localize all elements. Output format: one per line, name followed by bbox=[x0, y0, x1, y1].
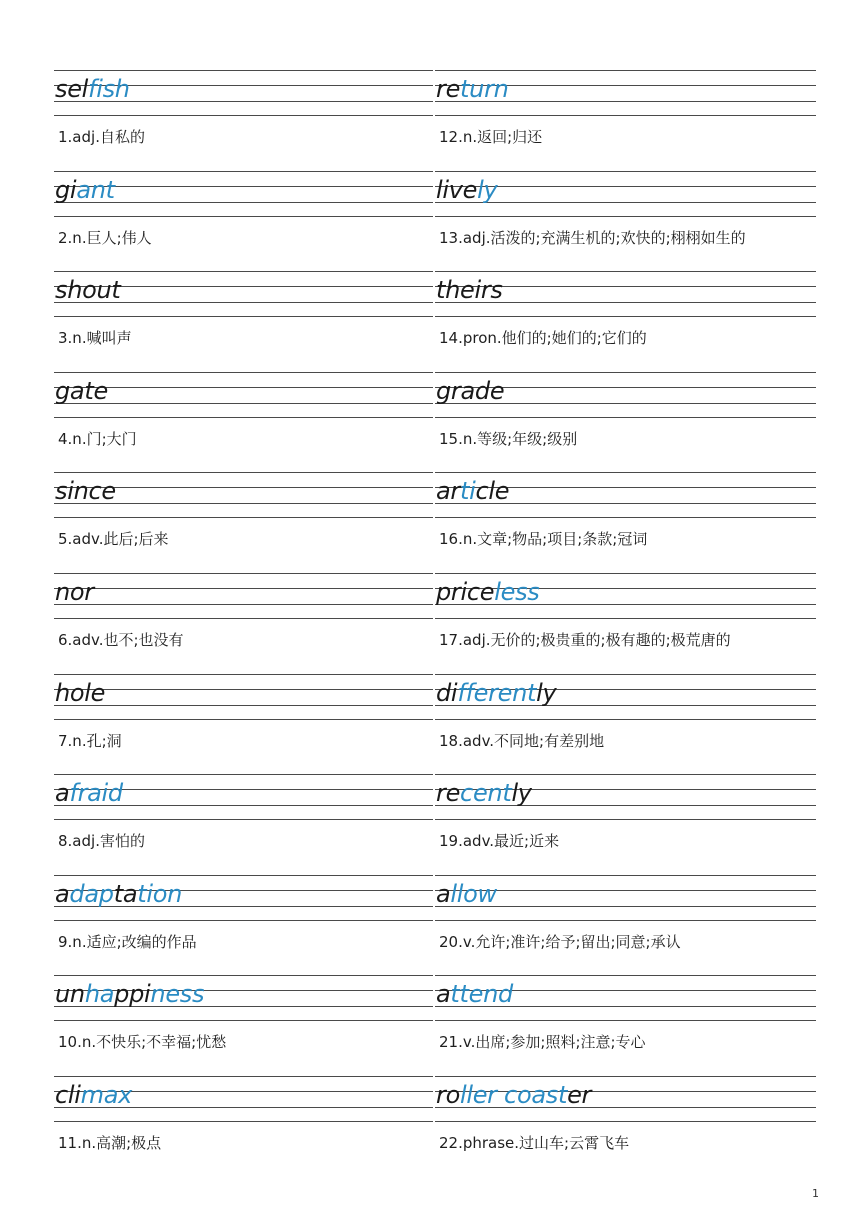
guide-line bbox=[435, 1076, 816, 1077]
vocab-word bbox=[55, 74, 130, 104]
vocab-word bbox=[436, 577, 539, 607]
guide-line bbox=[54, 171, 433, 172]
guide-line bbox=[54, 705, 433, 706]
guide-line bbox=[435, 70, 816, 71]
guide-line bbox=[54, 1020, 433, 1021]
word-part: ta bbox=[113, 879, 138, 908]
vocab-entry bbox=[435, 573, 816, 674]
vocab-entry bbox=[435, 674, 816, 775]
vocab-meaning: 13.adj.活泼的;充满生机的;欢快的;栩栩如生的 bbox=[439, 228, 746, 247]
vocab-entry bbox=[54, 573, 433, 674]
word-part: since bbox=[55, 477, 116, 506]
word-part: un bbox=[55, 980, 85, 1009]
word-part: live bbox=[436, 175, 478, 204]
guide-line bbox=[54, 403, 433, 404]
word-part: ar bbox=[436, 477, 460, 506]
vocab-entry bbox=[54, 975, 433, 1076]
vocab-word bbox=[55, 175, 115, 205]
guide-line bbox=[435, 618, 816, 619]
vocab-meaning: 6.adv.也不;也没有 bbox=[58, 631, 184, 649]
word-part-highlighted: ha bbox=[84, 980, 115, 1009]
vocab-entry bbox=[54, 271, 433, 372]
word-part: ro bbox=[436, 1081, 460, 1109]
guide-line bbox=[54, 1076, 433, 1077]
left-column bbox=[54, 0, 433, 1227]
guide-line bbox=[435, 115, 816, 116]
word-part: a bbox=[55, 779, 70, 808]
vocab-entry bbox=[435, 372, 816, 473]
vocab-meaning: 17.adj.无价的;极贵重的;极有趣的;极荒唐的 bbox=[439, 631, 731, 649]
guide-line bbox=[435, 875, 816, 876]
guide-line bbox=[435, 719, 816, 720]
vocab-meaning: 9.n.适应;改编的作品 bbox=[58, 932, 197, 951]
vocab-meaning: 22.phrase.过山车;云霄飞车 bbox=[439, 1134, 630, 1152]
vocab-word bbox=[436, 175, 497, 205]
vocab-entry bbox=[435, 171, 816, 272]
vocab-word bbox=[436, 879, 497, 909]
guide-line bbox=[435, 472, 816, 473]
vocab-meaning: 21.v.出席;参加;照料;注意;专心 bbox=[439, 1033, 646, 1052]
vocab-word bbox=[436, 74, 509, 104]
word-part: theirs bbox=[436, 276, 503, 305]
word-part: ppi bbox=[114, 980, 151, 1009]
vocab-word bbox=[55, 979, 204, 1009]
vocab-entry bbox=[435, 472, 816, 573]
guide-line bbox=[54, 517, 433, 518]
guide-line bbox=[54, 271, 433, 272]
guide-line bbox=[435, 774, 816, 775]
word-part: cle bbox=[475, 477, 510, 506]
vocab-meaning: 18.adv.不同地;有差别地 bbox=[439, 731, 605, 750]
guide-line bbox=[435, 517, 816, 518]
vocab-entry bbox=[435, 774, 816, 875]
word-part: a bbox=[436, 980, 451, 1009]
guide-line bbox=[435, 674, 816, 675]
word-part-highlighted: llow bbox=[450, 879, 497, 908]
vocab-meaning: 16.n.文章;物品;项目;条款;冠词 bbox=[439, 530, 648, 549]
vocab-entry bbox=[54, 774, 433, 875]
guide-line bbox=[435, 975, 816, 976]
guide-line bbox=[54, 417, 433, 418]
word-part-highlighted: dap bbox=[69, 879, 114, 908]
vocab-entry bbox=[435, 975, 816, 1076]
word-part-highlighted: max bbox=[80, 1081, 133, 1109]
word-part-highlighted: ness bbox=[150, 980, 205, 1009]
word-part: shout bbox=[55, 276, 121, 305]
vocab-entry bbox=[54, 1076, 433, 1177]
vocab-meaning: 20.v.允许;准许;给予;留出;同意;承认 bbox=[439, 932, 681, 951]
word-part: ly bbox=[536, 678, 557, 707]
guide-line bbox=[54, 70, 433, 71]
vocab-word bbox=[55, 577, 94, 607]
vocab-meaning: 11.n.高潮;极点 bbox=[58, 1134, 162, 1152]
word-part-highlighted: ller coast bbox=[459, 1081, 568, 1109]
word-part-highlighted: fferent bbox=[457, 678, 537, 707]
guide-line bbox=[54, 115, 433, 116]
guide-line bbox=[435, 819, 816, 820]
vocab-entry bbox=[435, 271, 816, 372]
word-part-highlighted: cent bbox=[460, 779, 512, 808]
vocab-word bbox=[55, 476, 116, 506]
word-part-highlighted: turn bbox=[460, 75, 509, 103]
vocab-entry bbox=[435, 70, 816, 171]
vocab-word bbox=[55, 879, 182, 909]
guide-line bbox=[54, 372, 433, 373]
vocab-word bbox=[436, 275, 503, 305]
guide-line bbox=[54, 573, 433, 574]
vocab-entry bbox=[54, 472, 433, 573]
vocab-word bbox=[55, 376, 108, 406]
word-part-highlighted: less bbox=[494, 578, 540, 606]
word-part-highlighted: ti bbox=[459, 477, 476, 506]
vocab-entry bbox=[54, 674, 433, 775]
guide-line bbox=[54, 604, 433, 605]
vocab-meaning: 12.n.返回;归还 bbox=[439, 128, 543, 146]
vocab-entry bbox=[435, 875, 816, 976]
vocab-meaning: 8.adj.害怕的 bbox=[58, 832, 145, 851]
guide-line bbox=[435, 171, 816, 172]
vocab-word bbox=[55, 678, 105, 708]
guide-line bbox=[54, 975, 433, 976]
word-part: gi bbox=[55, 175, 77, 204]
guide-line bbox=[54, 588, 433, 589]
vocab-meaning: 19.adv.最近;近来 bbox=[439, 832, 560, 851]
word-part-highlighted: ly bbox=[477, 175, 498, 204]
vocab-meaning: 5.adv.此后;后来 bbox=[58, 530, 169, 549]
word-part: ly bbox=[511, 779, 532, 808]
word-part: cli bbox=[55, 1081, 81, 1109]
guide-line bbox=[54, 618, 433, 619]
guide-line bbox=[435, 417, 816, 418]
vocab-meaning: 4.n.门;大门 bbox=[58, 429, 137, 448]
guide-line bbox=[54, 774, 433, 775]
vocab-meaning: 10.n.不快乐;不幸福;忧愁 bbox=[58, 1033, 227, 1052]
word-part: price bbox=[436, 578, 495, 606]
vocab-word bbox=[436, 778, 532, 808]
vocab-meaning: 14.pron.他们的;她们的;它们的 bbox=[439, 329, 647, 348]
vocab-word bbox=[436, 678, 556, 708]
word-part: grade bbox=[436, 376, 505, 405]
guide-line bbox=[54, 216, 433, 217]
guide-line bbox=[54, 472, 433, 473]
page-number: 1 bbox=[812, 1187, 819, 1200]
vocab-word bbox=[55, 275, 121, 305]
word-part-highlighted: ttend bbox=[450, 980, 513, 1009]
vocab-meaning: 7.n.孔;洞 bbox=[58, 731, 122, 750]
guide-line bbox=[54, 674, 433, 675]
vocab-word bbox=[436, 376, 504, 406]
vocab-meaning: 15.n.等级;年级;级别 bbox=[439, 429, 578, 448]
guide-line bbox=[435, 216, 816, 217]
word-part: re bbox=[436, 75, 461, 103]
guide-line bbox=[54, 920, 433, 921]
word-part-highlighted: fraid bbox=[69, 779, 123, 808]
guide-line bbox=[54, 387, 433, 388]
vocab-meaning: 1.adj.自私的 bbox=[58, 128, 145, 146]
vocab-entry bbox=[54, 372, 433, 473]
word-part-highlighted: ant bbox=[76, 175, 115, 204]
word-part: gate bbox=[55, 376, 108, 405]
word-part-highlighted: fish bbox=[88, 75, 130, 103]
guide-line bbox=[435, 372, 816, 373]
guide-line bbox=[435, 271, 816, 272]
guide-line bbox=[54, 689, 433, 690]
vocab-entry bbox=[435, 1076, 816, 1177]
word-part: di bbox=[436, 678, 458, 707]
word-part: a bbox=[55, 879, 70, 908]
word-part: sel bbox=[55, 75, 89, 103]
right-column bbox=[435, 0, 816, 1227]
word-part: nor bbox=[55, 578, 94, 606]
vocab-entry bbox=[54, 171, 433, 272]
guide-line bbox=[54, 875, 433, 876]
guide-line bbox=[435, 316, 816, 317]
vocab-meaning: 2.n.巨人;伟人 bbox=[58, 228, 152, 247]
vocab-word bbox=[436, 1080, 591, 1110]
vocab-entry bbox=[54, 875, 433, 976]
guide-line bbox=[54, 819, 433, 820]
word-part: er bbox=[567, 1081, 592, 1109]
word-part: a bbox=[436, 879, 451, 908]
vocab-word bbox=[55, 1080, 132, 1110]
guide-line bbox=[435, 1020, 816, 1021]
guide-line bbox=[435, 1121, 816, 1122]
guide-line bbox=[435, 573, 816, 574]
vocab-word bbox=[436, 979, 513, 1009]
guide-line bbox=[54, 1121, 433, 1122]
vocab-word bbox=[55, 778, 123, 808]
guide-line bbox=[435, 920, 816, 921]
word-part: hole bbox=[55, 678, 106, 707]
guide-line bbox=[54, 316, 433, 317]
vocab-word bbox=[436, 476, 509, 506]
word-part: re bbox=[436, 779, 461, 808]
vocab-entry bbox=[54, 70, 433, 171]
guide-line bbox=[54, 719, 433, 720]
word-part-highlighted: tion bbox=[137, 879, 183, 908]
vocab-meaning: 3.n.喊叫声 bbox=[58, 329, 132, 348]
